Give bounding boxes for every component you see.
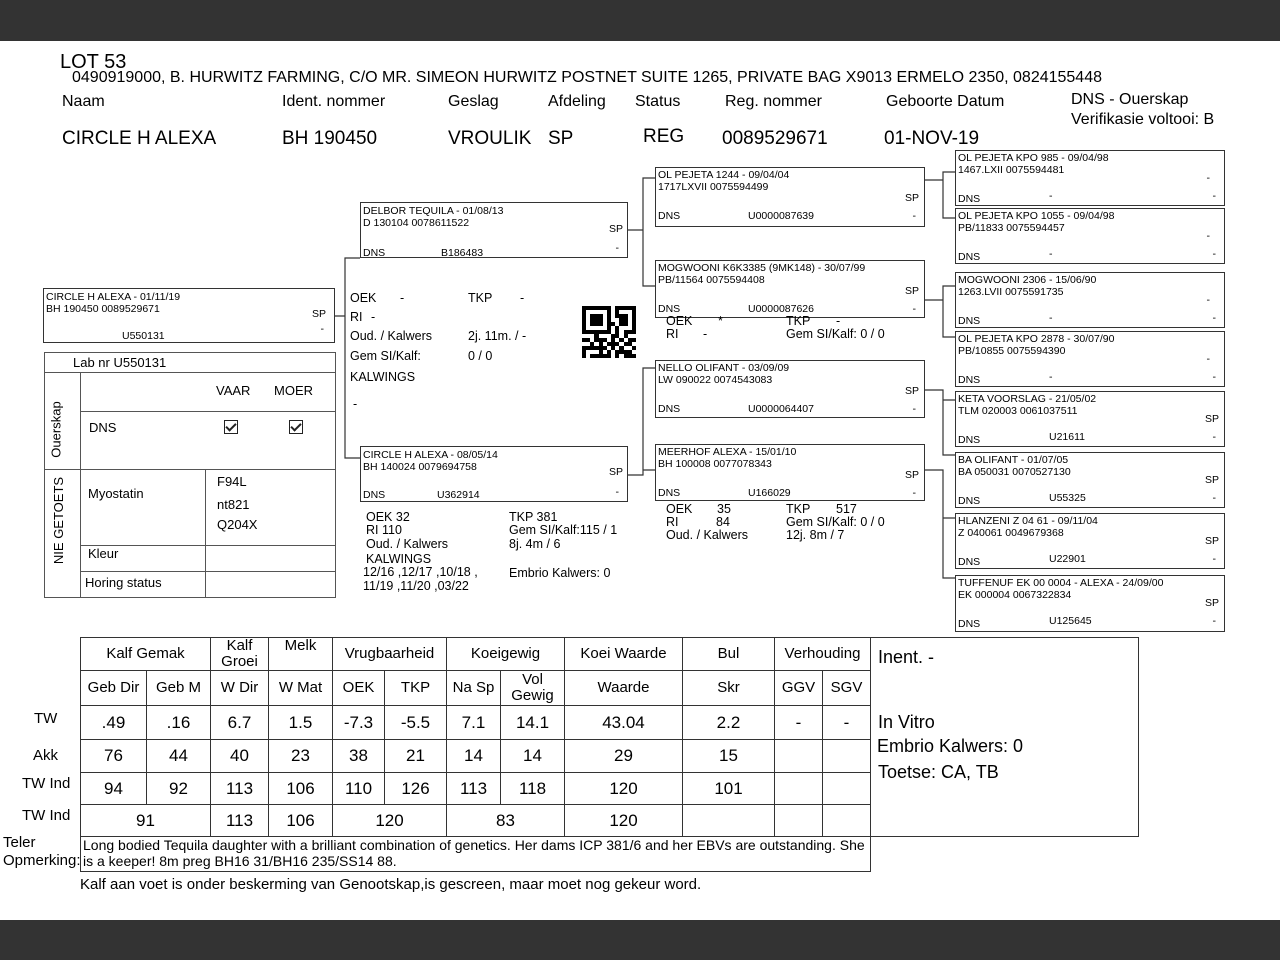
- owner-line: 0490919000, B. HURWITZ FARMING, C/O MR. SIMEON HURWITZ POSTNET SUITE 1265, PRIVATE BAG X9013 ERMELO 2350, 0824155448: [72, 69, 1102, 86]
- column-header: OEK: [333, 671, 385, 706]
- dam-embrio: Embrio Kalwers: 0: [509, 566, 611, 580]
- animal-ident: BH 190450: [282, 128, 378, 149]
- ebv-cell-akk: [775, 740, 823, 773]
- column-header: Geb M: [147, 671, 211, 706]
- animal-name: CIRCLE H ALEXA: [62, 128, 217, 149]
- great-grandparent-dash-2: -: [1212, 492, 1216, 504]
- mgd-ri: 84: [716, 515, 730, 529]
- great-grandparent-dash-2: -: [1212, 431, 1216, 443]
- ebv-cell-twind-2: [775, 805, 823, 837]
- sire-kalwings-value: -: [353, 397, 358, 411]
- myostatin-label: Myostatin: [88, 486, 144, 501]
- great-grandparent-code: -: [1049, 312, 1053, 324]
- footnote: Kalf aan voet is onder beskerming van Genootskap,is gescreen, maar moet nog gekeur word.: [80, 876, 702, 893]
- column-header: Na Sp: [447, 671, 501, 706]
- grandparent-code: U0000064407: [748, 403, 814, 415]
- great-grandparent-ids: PB/10855 0075594390: [958, 345, 1066, 357]
- great-grandparent-sp: SP: [1204, 535, 1219, 547]
- ebv-cell-tw: 14.1: [501, 706, 565, 740]
- ebv-cell-twind: [823, 773, 871, 805]
- ebv-cell-twind: 101: [683, 773, 775, 805]
- mgd-ri-label: RI: [666, 515, 679, 529]
- ebv-cell-tw: 7.1: [447, 706, 501, 740]
- sire-oud-label: Oud. / Kalwers: [350, 329, 432, 343]
- column-header: Waarde: [565, 671, 683, 706]
- ebv-cell-twind: 126: [385, 773, 447, 805]
- grandparent-box: [655, 260, 925, 318]
- qr-code: [582, 306, 636, 358]
- great-grandparent-dns: DNS: [958, 434, 981, 446]
- grandparent-dash: -: [912, 403, 916, 415]
- ebv-cell-tw: -: [823, 706, 871, 740]
- vaar-checkbox: [224, 420, 238, 434]
- dam-ri: RI 110: [366, 523, 402, 537]
- grandparent-dash: -: [912, 303, 916, 315]
- dam-ids: BH 140024 0079694758: [363, 461, 477, 473]
- ebv-cell-twind: 92: [147, 773, 211, 805]
- dam-age: 8j. 4m / 6: [509, 537, 561, 551]
- ebv-cell-akk: 29: [565, 740, 683, 773]
- sire-tkp: -: [520, 291, 525, 305]
- column-header: W Mat: [269, 671, 333, 706]
- great-grandparent-code: -: [1049, 248, 1053, 260]
- sire-ids: D 130104 0078611522: [363, 217, 470, 229]
- grandparent-dash: -: [912, 210, 916, 222]
- great-grandparent-dns: DNS: [958, 556, 981, 568]
- mgs-oek-label: OEK: [666, 314, 693, 328]
- grandparent-sp: SP: [904, 192, 919, 204]
- dam-oek: OEK 32: [366, 510, 410, 524]
- group-vrugbaarheid: Vrugbaarheid: [333, 638, 447, 671]
- header-verifikasie: Verifikasie voltooi: B: [1071, 111, 1215, 128]
- sire-title: DELBOR TEQUILA - 01/08/13: [363, 205, 504, 217]
- group-koeigewig: Koeigewig: [447, 638, 565, 671]
- great-grandparent-dash-2: -: [1212, 248, 1216, 260]
- subject-box-code: U550131: [122, 330, 165, 342]
- grandparent-code: U166029: [748, 487, 791, 499]
- animal-geslag: VROULIK: [448, 128, 532, 149]
- great-grandparent-title: OL PEJETA KPO 1055 - 09/04/98: [958, 210, 1115, 222]
- great-grandparent-ids: 1263.LVII 0075591735: [958, 286, 1064, 298]
- great-grandparent-dash: -: [1206, 353, 1210, 365]
- great-grandparent-code: -: [1049, 190, 1053, 202]
- lot-number: LOT 53: [60, 51, 127, 73]
- dam-kalwings-dates: 12/16 ,12/17 ,10/18 ,: [363, 565, 478, 579]
- dam-tkp: TKP 381: [509, 510, 558, 524]
- subject-box-ids: BH 190450 0089529671: [46, 303, 160, 315]
- vaar-label: VAAR: [216, 383, 251, 398]
- grandparent-box: [655, 360, 925, 418]
- ebv-cell-twind-2: [683, 805, 775, 837]
- column-header: Skr: [683, 671, 775, 706]
- ebv-cell-akk: 38: [333, 740, 385, 773]
- ebv-cell-akk: 76: [81, 740, 147, 773]
- moer-checkbox: [289, 420, 303, 434]
- ebv-cell-twind: 118: [501, 773, 565, 805]
- row-label-twind-2: TW Ind: [22, 807, 71, 824]
- nie-getoets-label: NIE GETOETS: [51, 476, 67, 565]
- sire-gem-label: Gem SI/Kalf:: [350, 349, 421, 363]
- header-naam: Naam: [62, 93, 105, 110]
- grandparent-code: U0000087639: [748, 210, 814, 222]
- column-header: TKP: [385, 671, 447, 706]
- ebv-cell-tw: -: [775, 706, 823, 740]
- mgd-tkp-label: TKP: [786, 502, 811, 516]
- grandparent-dash: -: [912, 487, 916, 499]
- grandparent-title: OL PEJETA 1244 - 09/04/04: [658, 169, 790, 181]
- sire-sp: SP: [608, 223, 623, 235]
- great-grandparent-dash-2: -: [1212, 190, 1216, 202]
- ebv-cell-twind: 106: [269, 773, 333, 805]
- mgd-oek: 35: [717, 502, 731, 516]
- header-geslag: Geslag: [448, 93, 499, 110]
- grandparent-dns: DNS: [658, 403, 681, 415]
- mgs-oek: *: [718, 314, 723, 328]
- great-grandparent-ids: BA 050031 0070527130: [958, 466, 1071, 478]
- sire-ri: -: [371, 310, 376, 324]
- great-grandparent-box: [955, 391, 1225, 447]
- ebv-cell-twind: 113: [211, 773, 269, 805]
- opmerking-label: Opmerking:: [3, 852, 81, 869]
- allele-2: nt821: [217, 497, 250, 512]
- great-grandparent-title: OL PEJETA KPO 985 - 09/04/98: [958, 152, 1109, 164]
- sire-oek-label: OEK: [350, 291, 377, 305]
- row-label-tw: TW: [34, 710, 58, 727]
- ebv-cell-akk: 44: [147, 740, 211, 773]
- grandparent-dns: DNS: [658, 210, 681, 222]
- remark: Long bodied Tequila daughter with a brilliant combination of genetics. Her dams ICP 381/6 and her EBVs are outstanding. She is a keeper! 8m preg BH16 31/BH16 235/SS14 88.: [81, 837, 871, 872]
- row-label-twind: TW Ind: [22, 775, 71, 792]
- great-grandparent-box: [955, 513, 1225, 569]
- lab-number: Lab nr U550131: [73, 355, 167, 370]
- mgd-oud: Oud. / Kalwers: [666, 528, 748, 542]
- great-grandparent-dash-2: -: [1212, 312, 1216, 324]
- dam-gem: Gem SI/Kalf:115 / 1: [509, 523, 618, 537]
- group-melk: Melk: [269, 638, 333, 671]
- ebv-cell-tw: 2.2: [683, 706, 775, 740]
- ebv-cell-tw: -5.5: [385, 706, 447, 740]
- sire-code: B186483: [441, 247, 484, 259]
- sire-box: [360, 202, 628, 258]
- great-grandparent-dash: -: [1206, 230, 1210, 242]
- great-grandparent-ids: Z 040061 0049679368: [958, 527, 1064, 539]
- great-grandparent-title: BA OLIFANT - 01/07/05: [958, 454, 1069, 466]
- ebv-cell-twind-2: 83: [447, 805, 565, 837]
- ebv-cell-twind-2: 91: [81, 805, 211, 837]
- sire-dns: DNS: [363, 247, 386, 259]
- great-grandparent-title: KETA VOORSLAG - 21/05/02: [958, 393, 1097, 405]
- great-grandparent-dash-2: -: [1212, 553, 1216, 565]
- ebv-cell-twind-2: 120: [565, 805, 683, 837]
- mgs-ri-label: RI: [666, 327, 679, 341]
- grandparent-title: MEERHOF ALEXA - 15/01/10: [658, 446, 797, 458]
- mgd-gem: Gem SI/Kalf: 0 / 0: [786, 515, 885, 529]
- great-grandparent-box: [955, 331, 1225, 387]
- ebv-cell-akk: 21: [385, 740, 447, 773]
- column-header: SGV: [823, 671, 871, 706]
- inent-label: Inent. -: [878, 647, 935, 667]
- group-kalf-gemak: Kalf Gemak: [81, 638, 211, 671]
- dam-box: [360, 446, 628, 502]
- group-verhouding: Verhouding: [775, 638, 871, 671]
- ebv-cell-twind: 113: [447, 773, 501, 805]
- great-grandparent-code: U22901: [1049, 553, 1086, 565]
- grandparent-box: [655, 167, 925, 227]
- sire-ri-label: RI: [350, 310, 363, 324]
- subject-box-sp: SP: [311, 308, 326, 320]
- mgs-ri: -: [703, 327, 708, 341]
- great-grandparent-code: U125645: [1049, 615, 1092, 627]
- great-grandparent-box: [955, 575, 1225, 632]
- great-grandparent-dns: DNS: [958, 193, 981, 205]
- ebv-cell-akk: 40: [211, 740, 269, 773]
- lab-panel: [44, 352, 336, 598]
- mgd-oek-label: OEK: [666, 502, 693, 516]
- allele-1: F94L: [217, 474, 247, 489]
- ebv-cell-tw: 43.04: [565, 706, 683, 740]
- grandparent-dns: DNS: [658, 487, 681, 499]
- dam-sp: SP: [608, 466, 623, 478]
- animal-reg: 0089529671: [722, 128, 828, 149]
- ebv-cell-twind: 94: [81, 773, 147, 805]
- grandparent-title: NELLO OLIFANT - 03/09/09: [658, 362, 790, 374]
- ebv-cell-tw: 1.5: [269, 706, 333, 740]
- grandparent-title: MOGWOONI K6K3385 (9MK148) - 30/07/99: [658, 262, 866, 274]
- great-grandparent-dns: DNS: [958, 315, 981, 327]
- dns-label: DNS: [89, 420, 117, 435]
- sire-tkp-label: TKP: [468, 291, 493, 305]
- grandparent-ids: PB/11564 0075594408: [658, 274, 765, 286]
- great-grandparent-dash: -: [1206, 172, 1210, 184]
- ebv-cell-akk: 14: [501, 740, 565, 773]
- great-grandparent-ids: PB/11833 0075594457: [958, 222, 1065, 234]
- great-grandparent-box: [955, 208, 1225, 264]
- header-status: Status: [635, 93, 681, 110]
- ebv-cell-tw: .16: [147, 706, 211, 740]
- group-koei-waarde: Koei Waarde: [565, 638, 683, 671]
- side-panel: [871, 638, 1139, 837]
- mgd-age: 12j. 8m / 7: [786, 528, 845, 542]
- great-grandparent-box: [955, 150, 1225, 206]
- ebv-cell-twind: 110: [333, 773, 385, 805]
- great-grandparent-title: MOGWOONI 2306 - 15/06/90: [958, 274, 1097, 286]
- dam-code: U362914: [437, 489, 480, 501]
- header-dns: DNS - Ouerskap: [1071, 91, 1189, 108]
- ebv-cell-twind-2: 120: [333, 805, 447, 837]
- ebv-cell-tw: -7.3: [333, 706, 385, 740]
- group-kalf-groei: Kalf Groei: [211, 638, 269, 671]
- allele-3: Q204X: [217, 517, 258, 532]
- header-ident: Ident. nommer: [282, 93, 386, 110]
- subject-box-dash: -: [320, 323, 324, 335]
- great-grandparent-dash-2: -: [1212, 371, 1216, 383]
- teler-label: Teler: [3, 834, 36, 851]
- horing-label: Horing status: [85, 575, 162, 590]
- subject-box-title: CIRCLE H ALEXA - 01/11/19: [46, 291, 181, 303]
- great-grandparent-dns: DNS: [958, 618, 981, 630]
- grandparent-ids: LW 090022 0074543083: [658, 374, 773, 386]
- dam-dash: -: [615, 486, 619, 498]
- dam-oud: Oud. / Kalwers: [366, 537, 448, 551]
- dam-kalwings: KALWINGS: [366, 552, 432, 566]
- sire-oek: -: [400, 291, 405, 305]
- great-grandparent-title: TUFFENUF EK 00 0004 - ALEXA - 24/09/00: [958, 577, 1164, 589]
- great-grandparent-code: -: [1049, 371, 1053, 383]
- grandparent-ids: 1717LXVII 0075594499: [658, 181, 769, 193]
- animal-geboorte: 01-NOV-19: [884, 128, 980, 149]
- great-grandparent-box: [955, 452, 1225, 508]
- great-grandparent-ids: EK 000004 0067322834: [958, 589, 1072, 601]
- ebv-cell-tw: 6.7: [211, 706, 269, 740]
- great-grandparent-code: U55325: [1049, 492, 1086, 504]
- ebv-cell-akk: 23: [269, 740, 333, 773]
- toetse: Toetse: CA, TB: [878, 762, 999, 782]
- sire-oud: 2j. 11m. / -: [468, 329, 527, 343]
- great-grandparent-dns: DNS: [958, 251, 981, 263]
- great-grandparent-dns: DNS: [958, 495, 981, 507]
- great-grandparent-code: U21611: [1049, 431, 1086, 443]
- moer-label: MOER: [274, 383, 313, 398]
- dam-dns: DNS: [363, 489, 386, 501]
- great-grandparent-box: [955, 272, 1225, 328]
- ouerskap-label: Ouerskap: [48, 401, 64, 458]
- grandparent-ids: BH 100008 0077078343: [658, 458, 772, 470]
- grandparent-dns: DNS: [658, 303, 681, 315]
- column-header: W Dir: [211, 671, 269, 706]
- ebv-cell-akk: 15: [683, 740, 775, 773]
- column-header: GGV: [775, 671, 823, 706]
- mgs-gem: Gem SI/Kalf: 0 / 0: [786, 327, 885, 341]
- ebv-cell-twind-2: 106: [269, 805, 333, 837]
- subject-pedigree-box: [43, 288, 335, 343]
- mgd-tkp: 517: [836, 502, 857, 516]
- dam-kalwings-dates-2: 11/19 ,11/20 ,03/22: [363, 579, 469, 593]
- header-geboorte: Geboorte Datum: [886, 93, 1005, 110]
- ebv-cell-akk: [823, 740, 871, 773]
- great-grandparent-dash: -: [1206, 294, 1210, 306]
- mgs-tkp-label: TKP: [786, 314, 811, 328]
- great-grandparent-sp: SP: [1204, 597, 1219, 609]
- in-vitro-label: In Vitro: [878, 712, 935, 732]
- sire-dash: -: [615, 242, 619, 254]
- great-grandparent-dash-2: -: [1212, 615, 1216, 627]
- great-grandparent-sp: SP: [1204, 413, 1219, 425]
- ebv-table: [80, 637, 1139, 872]
- column-header: Vol Gewig: [501, 671, 565, 706]
- great-grandparent-title: OL PEJETA KPO 2878 - 30/07/90: [958, 333, 1115, 345]
- grandparent-sp: SP: [904, 285, 919, 297]
- sire-gem: 0 / 0: [468, 349, 493, 363]
- ebv-cell-twind-2: 113: [211, 805, 269, 837]
- row-label-akk: Akk: [33, 747, 59, 764]
- animal-afdeling: SP: [548, 128, 574, 149]
- grandparent-code: U0000087626: [748, 303, 814, 315]
- dam-title: CIRCLE H ALEXA - 08/05/14: [363, 449, 498, 461]
- header-reg: Reg. nommer: [725, 93, 822, 110]
- great-grandparent-ids: 1467.LXII 0075594481: [958, 164, 1065, 176]
- grandparent-sp: SP: [904, 385, 919, 397]
- ebv-cell-tw: .49: [81, 706, 147, 740]
- great-grandparent-dns: DNS: [958, 374, 981, 386]
- group-bul: Bul: [683, 638, 775, 671]
- great-grandparent-sp: SP: [1204, 474, 1219, 486]
- ebv-cell-twind: 120: [565, 773, 683, 805]
- embrio-kalwers: Embrio Kalwers: 0: [877, 736, 1024, 756]
- ebv-cell-akk: 14: [447, 740, 501, 773]
- mgs-tkp: -: [836, 314, 841, 328]
- sire-kalwings: KALWINGS: [350, 370, 416, 384]
- header-afdeling: Afdeling: [548, 93, 606, 110]
- column-header: Geb Dir: [81, 671, 147, 706]
- great-grandparent-title: HLANZENI Z 04 61 - 09/11/04: [958, 515, 1098, 527]
- animal-status: REG: [643, 126, 685, 147]
- grandparent-sp: SP: [904, 469, 919, 481]
- great-grandparent-ids: TLM 020003 0061037511: [958, 405, 1078, 417]
- grandparent-box: [655, 444, 925, 501]
- kleur-label: Kleur: [88, 546, 119, 561]
- ebv-cell-twind: [775, 773, 823, 805]
